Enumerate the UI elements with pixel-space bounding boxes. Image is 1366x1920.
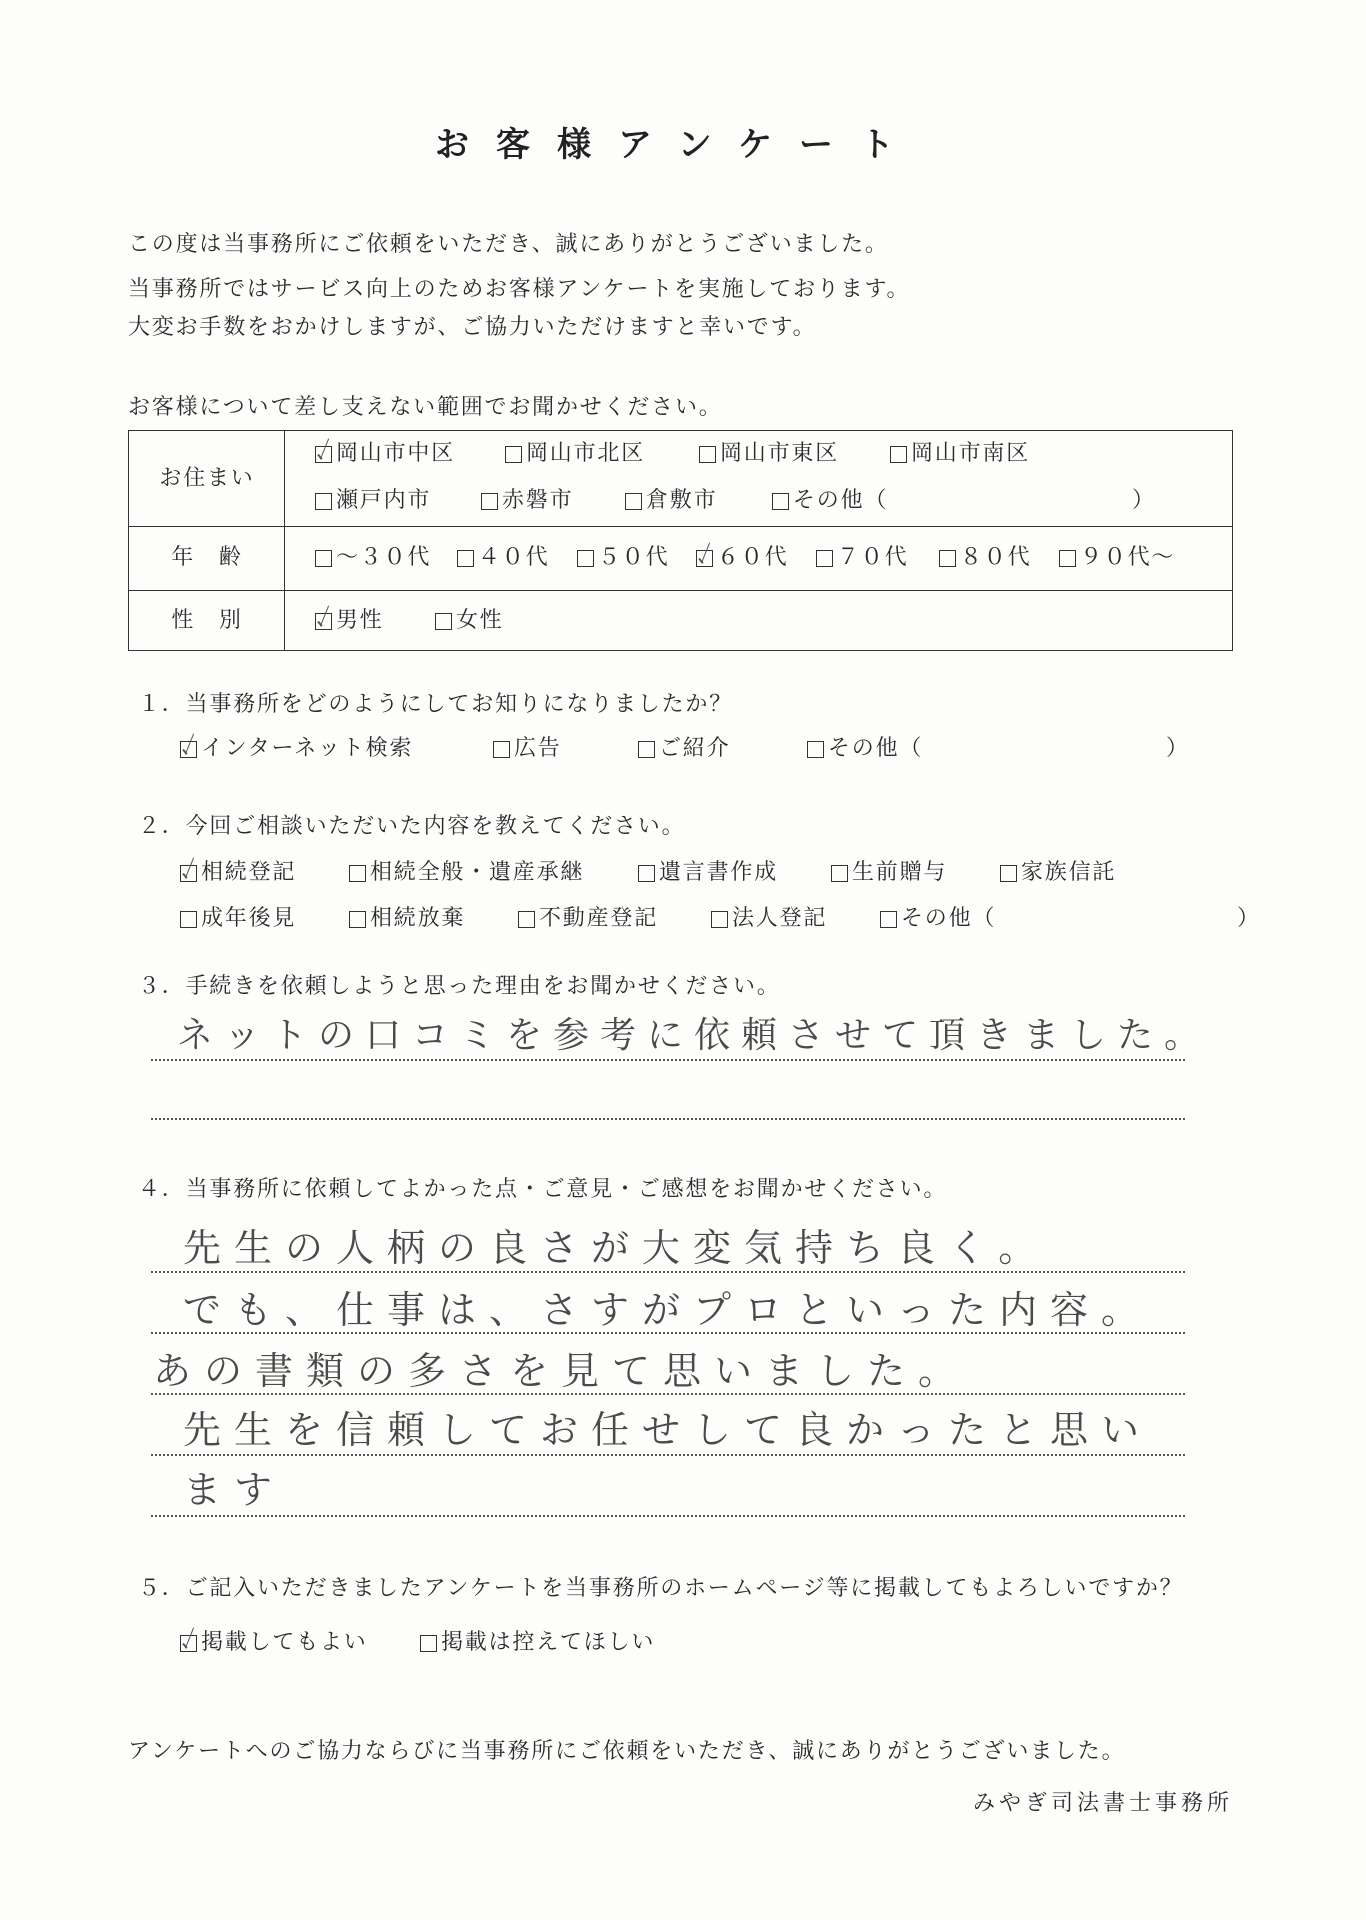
option-label: ご紹介 xyxy=(659,736,731,761)
option-label: ～３０代 xyxy=(336,545,432,570)
intro-line: この度は当事務所にご依頼をいただき、誠にありがとうございました。 xyxy=(128,232,889,257)
q2-option xyxy=(711,904,827,934)
option-label: その他（ xyxy=(828,736,924,761)
checkbox xyxy=(435,613,452,630)
checkbox xyxy=(696,550,713,567)
option-label: ４０代 xyxy=(478,545,550,570)
option-label: 不動産登記 xyxy=(539,906,659,931)
checkbox xyxy=(349,911,366,928)
survey-title: お客様アンケート xyxy=(435,125,921,165)
q2-option xyxy=(1000,858,1116,888)
option-label: 遺言書作成 xyxy=(659,860,779,885)
q5-option xyxy=(420,1628,655,1658)
profile-note: お客様について差し支えない範囲でお聞かせください。 xyxy=(128,395,723,420)
residence-option xyxy=(699,439,839,469)
option-label: 岡山市南区 xyxy=(911,441,1031,466)
age-option xyxy=(457,543,549,573)
option-label: 赤磐市 xyxy=(502,488,574,513)
handwritten-answer: でも、仕事は、さすがプロといった内容。 xyxy=(183,1288,1153,1332)
intro-line: 大変お手数をおかけしますが、ご協力いただけますと幸いです。 xyxy=(128,315,817,340)
q2-option xyxy=(638,858,778,888)
option-label: 相続登記 xyxy=(201,860,297,885)
checkbox xyxy=(180,741,197,758)
handwritten-answer: 先生を信頼してお任せして良かったと思い xyxy=(183,1408,1153,1452)
option-label: 岡山市中区 xyxy=(336,441,456,466)
question-5: ５．ご記入いただきましたアンケートを当事務所のホームページ等に掲載してもよろしいですか？ xyxy=(138,1576,1184,1601)
other-close-paren: ） xyxy=(1237,906,1260,931)
q1-option xyxy=(638,734,730,764)
option-label: ６０代 xyxy=(717,545,789,570)
row-divider xyxy=(129,590,1232,591)
age-option xyxy=(816,543,908,573)
residence-option xyxy=(625,486,717,516)
residence-label: お住まい xyxy=(159,466,255,491)
option-label: 成年後見 xyxy=(201,906,297,931)
handwritten-answer: ネットの口コミを参考に依頼させて頂きました。 xyxy=(177,1015,1212,1056)
q2-option xyxy=(518,904,658,934)
option-label: 瀬戸内市 xyxy=(336,488,432,513)
office-name: みやぎ司法書士事務所 xyxy=(972,1791,1233,1816)
checkbox xyxy=(638,741,655,758)
age-option xyxy=(696,543,788,573)
checkbox xyxy=(315,613,332,630)
checkbox xyxy=(831,865,848,882)
option-label: 女性 xyxy=(456,608,504,633)
checkbox xyxy=(315,446,332,463)
option-label: 掲載は控えてほしい xyxy=(441,1630,656,1655)
residence-option-other xyxy=(772,486,888,516)
option-label: 相続放棄 xyxy=(370,906,466,931)
handwritten-answer: 先生の人柄の良さが大変気持ち良く。 xyxy=(183,1226,1050,1270)
option-label: ９０代～ xyxy=(1080,545,1176,570)
other-close-paren: ） xyxy=(1132,488,1155,513)
age-option xyxy=(939,543,1031,573)
checkbox xyxy=(711,911,728,928)
checkbox xyxy=(457,550,474,567)
checkbox xyxy=(807,741,824,758)
answer-line xyxy=(151,1118,1185,1120)
checkbox xyxy=(315,550,332,567)
option-label: その他（ xyxy=(901,906,997,931)
checkbox xyxy=(505,446,522,463)
option-label: 法人登記 xyxy=(732,906,828,931)
checkbox xyxy=(180,911,197,928)
age-option xyxy=(315,543,431,573)
option-label: 家族信託 xyxy=(1021,860,1117,885)
q5-option xyxy=(180,1628,368,1658)
option-label: ７０代 xyxy=(837,545,909,570)
gender-option xyxy=(435,606,504,636)
option-label: 岡山市北区 xyxy=(526,441,646,466)
checkbox xyxy=(816,550,833,567)
option-label: 相続全般・遺産承継 xyxy=(370,860,585,885)
answer-line xyxy=(151,1332,1185,1334)
option-label: 広告 xyxy=(514,736,562,761)
row-divider xyxy=(129,526,1232,527)
q2-option xyxy=(831,858,947,888)
answer-line xyxy=(151,1271,1185,1273)
question-3: ３．手続きを依頼しようと思った理由をお聞かせください。 xyxy=(138,974,781,999)
answer-line xyxy=(151,1515,1185,1517)
gender-label: 性 別 xyxy=(171,608,243,633)
checkbox xyxy=(699,446,716,463)
handwritten-answer: ます xyxy=(183,1468,286,1512)
intro-line: 当事務所ではサービス向上のためお客様アンケートを実施しております。 xyxy=(128,277,911,302)
age-option xyxy=(577,543,669,573)
q2-option xyxy=(180,858,296,888)
age-option xyxy=(1059,543,1175,573)
option-label: インターネット検索 xyxy=(201,736,414,761)
residence-option xyxy=(890,439,1030,469)
option-label: 掲載してもよい xyxy=(201,1630,368,1655)
checkbox xyxy=(625,493,642,510)
checkbox xyxy=(180,865,197,882)
q1-option xyxy=(180,734,413,764)
checkbox xyxy=(772,493,789,510)
option-label: ５０代 xyxy=(598,545,670,570)
checkbox xyxy=(493,741,510,758)
option-label: 生前贈与 xyxy=(852,860,948,885)
checkbox xyxy=(420,1635,437,1652)
question-1: １．当事務所をどのようにしてお知りになりましたか？ xyxy=(138,692,734,717)
option-label: 倉敷市 xyxy=(646,488,718,513)
q2-option xyxy=(180,904,296,934)
q1-option xyxy=(493,734,562,764)
residence-option xyxy=(315,486,431,516)
option-label: ８０代 xyxy=(960,545,1032,570)
checkbox xyxy=(1000,865,1017,882)
checkbox xyxy=(481,493,498,510)
q2-option xyxy=(349,904,465,934)
checkbox xyxy=(518,911,535,928)
checkbox xyxy=(315,493,332,510)
checkbox xyxy=(577,550,594,567)
option-label: 男性 xyxy=(336,608,384,633)
checkbox xyxy=(880,911,897,928)
checkbox xyxy=(1059,550,1076,567)
checkbox xyxy=(638,865,655,882)
other-close-paren: ） xyxy=(1166,736,1189,761)
q2-option-other xyxy=(880,904,996,934)
checkbox xyxy=(890,446,907,463)
profile-table xyxy=(128,430,1233,651)
checkbox xyxy=(180,1635,197,1652)
option-label: 岡山市東区 xyxy=(720,441,840,466)
handwritten-answer: あの書類の多さを見て思いました。 xyxy=(153,1349,970,1393)
answer-line xyxy=(151,1059,1185,1061)
gender-option xyxy=(315,606,384,636)
question-4: ４．当事務所に依頼してよかった点・ご意見・ご感想をお聞かせください。 xyxy=(138,1177,948,1202)
question-2: ２．今回ご相談いただいた内容を教えてください。 xyxy=(138,814,686,839)
checkbox xyxy=(349,865,366,882)
residence-option xyxy=(315,439,455,469)
closing-message: アンケートへのご協力ならびに当事務所にご依頼をいただき、誠にありがとうございました。 xyxy=(128,1739,1126,1764)
residence-option xyxy=(481,486,573,516)
q1-option-other xyxy=(807,734,923,764)
option-label: その他（ xyxy=(793,488,889,513)
checkbox xyxy=(939,550,956,567)
age-label: 年 齢 xyxy=(171,545,243,570)
q2-option xyxy=(349,858,584,888)
residence-option xyxy=(505,439,645,469)
answer-line xyxy=(151,1454,1185,1456)
answer-line xyxy=(151,1393,1185,1395)
